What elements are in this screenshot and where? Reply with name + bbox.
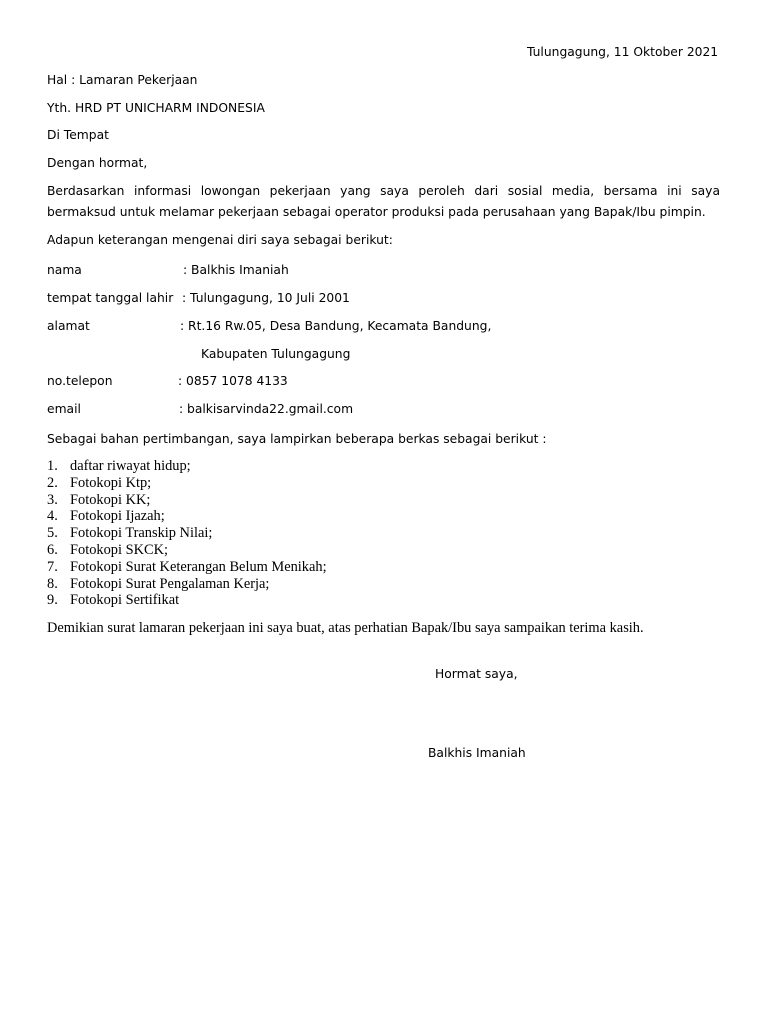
- field-name-label: nama: [47, 263, 82, 277]
- list-item-number: 5.: [47, 525, 58, 542]
- field-email-value: : balkisarvinda22.gmail.com: [179, 402, 354, 416]
- field-address-label: alamat: [47, 319, 90, 333]
- opening-paragraph: [47, 183, 720, 220]
- field-address-value: : Rt.16 Rw.05, Desa Bandung, Kecamata Bandung,: [180, 319, 492, 333]
- recipient-line: Yth. HRD PT UNICHARM INDONESIA: [47, 101, 265, 115]
- list-item-number: 6.: [47, 541, 58, 558]
- list-item-text: Fotokopi Surat Keterangan Belum Menikah;: [70, 558, 327, 575]
- attachments-intro: Sebagai bahan pertimbangan, saya lampirkan beberapa berkas sebagai berikut :: [47, 432, 547, 446]
- list-item-number: 9.: [47, 592, 58, 609]
- list-item-text: Fotokopi Ktp;: [70, 474, 152, 491]
- signoff: Hormat saya,: [435, 667, 518, 681]
- list-item-number: 8.: [47, 575, 58, 592]
- place-date: Tulungagung, 11 Oktober 2021: [527, 45, 719, 59]
- location-line: Di Tempat: [47, 128, 109, 142]
- field-name-value: : Balkhis Imaniah: [183, 263, 289, 277]
- list-item-number: 7.: [47, 558, 58, 575]
- personal-info-intro: Adapun keterangan mengenai diri saya sebagai berikut:: [47, 233, 393, 247]
- subject-line: Hal : Lamaran Pekerjaan: [47, 73, 198, 87]
- greeting-line: Dengan hormat,: [47, 156, 148, 170]
- list-item-text: daftar riwayat hidup;: [70, 458, 191, 474]
- closing-paragraph: Demikian surat lamaran pekerjaan ini saya buat, atas perhatian Bapak/Ibu saya sampaikan terima kasih.: [47, 620, 644, 636]
- list-item-text: Fotokopi KK;: [70, 491, 151, 508]
- opening-paragraph-line-1: Berdasarkan informasi lowongan pekerjaan yang saya peroleh dari sosial media, bersama ini saya: [47, 184, 720, 198]
- list-item-text: Fotokopi Ijazah;: [70, 508, 165, 525]
- field-phone-label: no.telepon: [47, 374, 113, 388]
- signature-name: Balkhis Imaniah: [428, 746, 526, 760]
- list-item-text: Fotokopi Transkip Nilai;: [70, 525, 213, 542]
- field-address-value-continued: Kabupaten Tulungagung: [201, 347, 351, 361]
- field-email-label: email: [47, 402, 81, 416]
- field-phone-value: : 0857 1078 4133: [178, 374, 288, 388]
- list-item-number: 2.: [47, 474, 58, 491]
- list-item-text: Fotokopi Surat Pengalaman Kerja;: [70, 575, 270, 592]
- list-item-text: Fotokopi SKCK;: [70, 541, 168, 558]
- list-item-number: 3.: [47, 491, 58, 508]
- list-item-number: 1.: [47, 458, 58, 474]
- list-item-text: Fotokopi Sertifikat: [70, 592, 180, 609]
- opening-paragraph-line-2: bermaksud untuk melamar pekerjaan sebagai operator produksi pada perusahaan yang Bapak/Ibu pimpin.: [47, 205, 706, 219]
- field-birth-label: tempat tanggal lahir: [47, 291, 174, 305]
- field-birth-value: : Tulungagung, 10 Juli 2001: [182, 291, 350, 305]
- list-item-number: 4.: [47, 508, 58, 525]
